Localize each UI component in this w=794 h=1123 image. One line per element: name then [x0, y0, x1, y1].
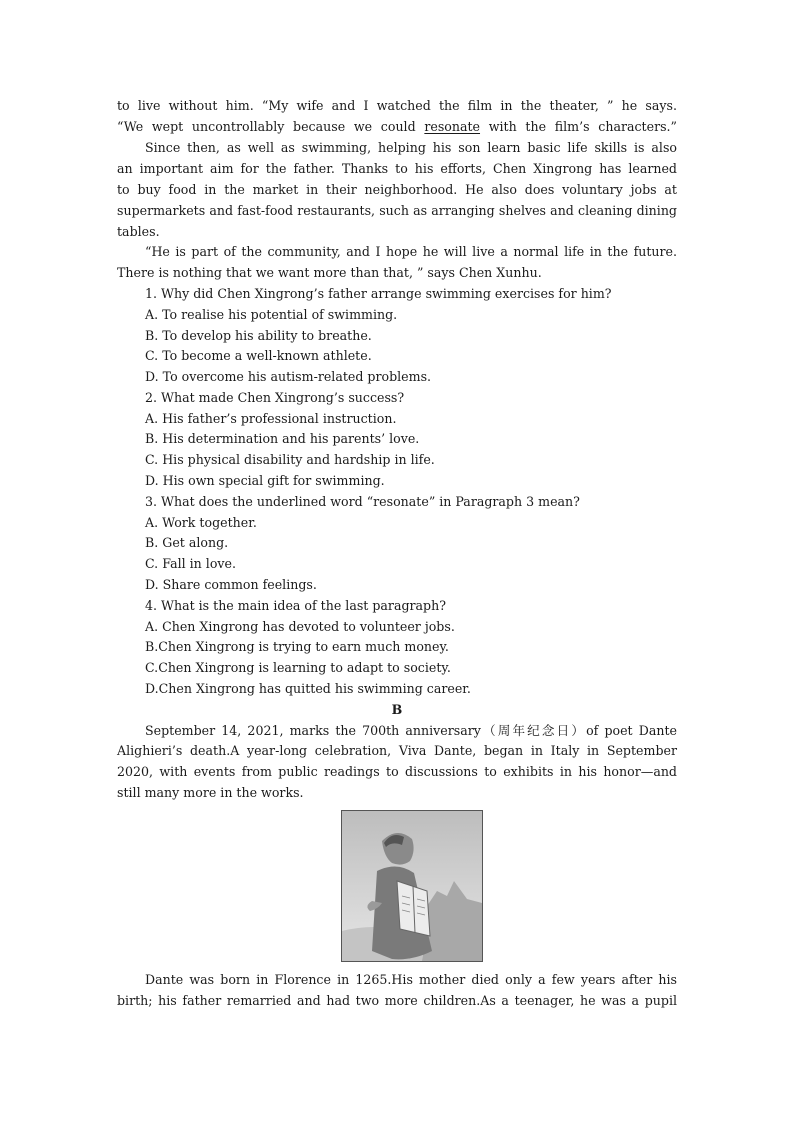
underlined-word: resonate — [424, 119, 481, 134]
text-line: tables. — [117, 224, 160, 239]
text-line: Alighieri’s death.A year-long celebration, Viva Dante, began in Italy in September — [117, 743, 677, 758]
text-span: with the film’s characters.” — [480, 119, 677, 134]
text-line: There is nothing that we want more than that, ” says Chen Xunhu. — [117, 265, 542, 280]
answer-option: B.Chen Xingrong is trying to earn much money. — [145, 639, 449, 654]
answer-option: A. Chen Xingrong has devoted to volunteer jobs. — [145, 619, 455, 634]
question-text: 4. What is the main idea of the last paragraph? — [145, 598, 446, 613]
answer-option: B. His determination and his parents’ love. — [145, 431, 420, 446]
answer-option: C. His physical disability and hardship in life. — [145, 452, 435, 467]
question-text: 1. Why did Chen Xingrong’s father arrange swimming exercises for him? — [145, 286, 612, 301]
answer-option: D. His own special gift for swimming. — [145, 473, 385, 488]
dante-portrait-image — [341, 810, 483, 962]
text-line: September 14, 2021, marks the 700th anniversary（周年纪念日）of poet Dante — [145, 723, 677, 738]
answer-option: D. Share common feelings. — [145, 577, 317, 592]
text-line: “He is part of the community, and I hope he will live a normal life in the future. — [145, 244, 677, 259]
answer-option: B. To develop his ability to breathe. — [145, 328, 372, 343]
portrait-illustration — [342, 811, 482, 961]
answer-option: A. Work together. — [145, 515, 257, 530]
answer-option: A. His father’s professional instruction. — [145, 411, 397, 426]
text-line — [117, 117, 677, 137]
text-line: birth; his father remarried and had two more children.As a teenager, he was a pupil — [117, 993, 677, 1008]
text-line: still many more in the works. — [117, 785, 304, 800]
text-line: an important aim for the father. Thanks to his efforts, Chen Xingrong has learned — [117, 161, 677, 176]
answer-option: A. To realise his potential of swimming. — [145, 307, 398, 322]
text-span: “We wept uncontrollably because we could — [117, 119, 425, 134]
text-line: supermarkets and fast-food restaurants, such as arranging shelves and cleaning dining — [117, 203, 677, 218]
text-line: Since then, as well as swimming, helping his son learn basic life skills is also — [145, 140, 677, 155]
answer-option: C. To become a well-known athlete. — [145, 348, 372, 363]
answer-option: C.Chen Xingrong is learning to adapt to society. — [145, 660, 451, 675]
answer-option: B. Get along. — [145, 535, 229, 550]
answer-option: D. To overcome his autism-related problems. — [145, 369, 432, 384]
text-line: Dante was born in Florence in 1265.His mother died only a few years after his — [145, 972, 677, 987]
text-line: to live without him. “My wife and I watched the film in the theater, ” he says. — [117, 98, 677, 113]
text-line: to buy food in the market in their neighborhood. He also does voluntary jobs at — [117, 182, 677, 197]
answer-option: C. Fall in love. — [145, 556, 236, 571]
text-line: 2020, with events from public readings to discussions to exhibits in his honor—and — [117, 764, 677, 779]
section-heading: B — [391, 702, 403, 717]
answer-option: D.Chen Xingrong has quitted his swimming career. — [145, 681, 471, 696]
question-text: 2. What made Chen Xingrong’s success? — [145, 390, 405, 405]
question-text: 3. What does the underlined word “resonate” in Paragraph 3 mean? — [145, 494, 580, 509]
